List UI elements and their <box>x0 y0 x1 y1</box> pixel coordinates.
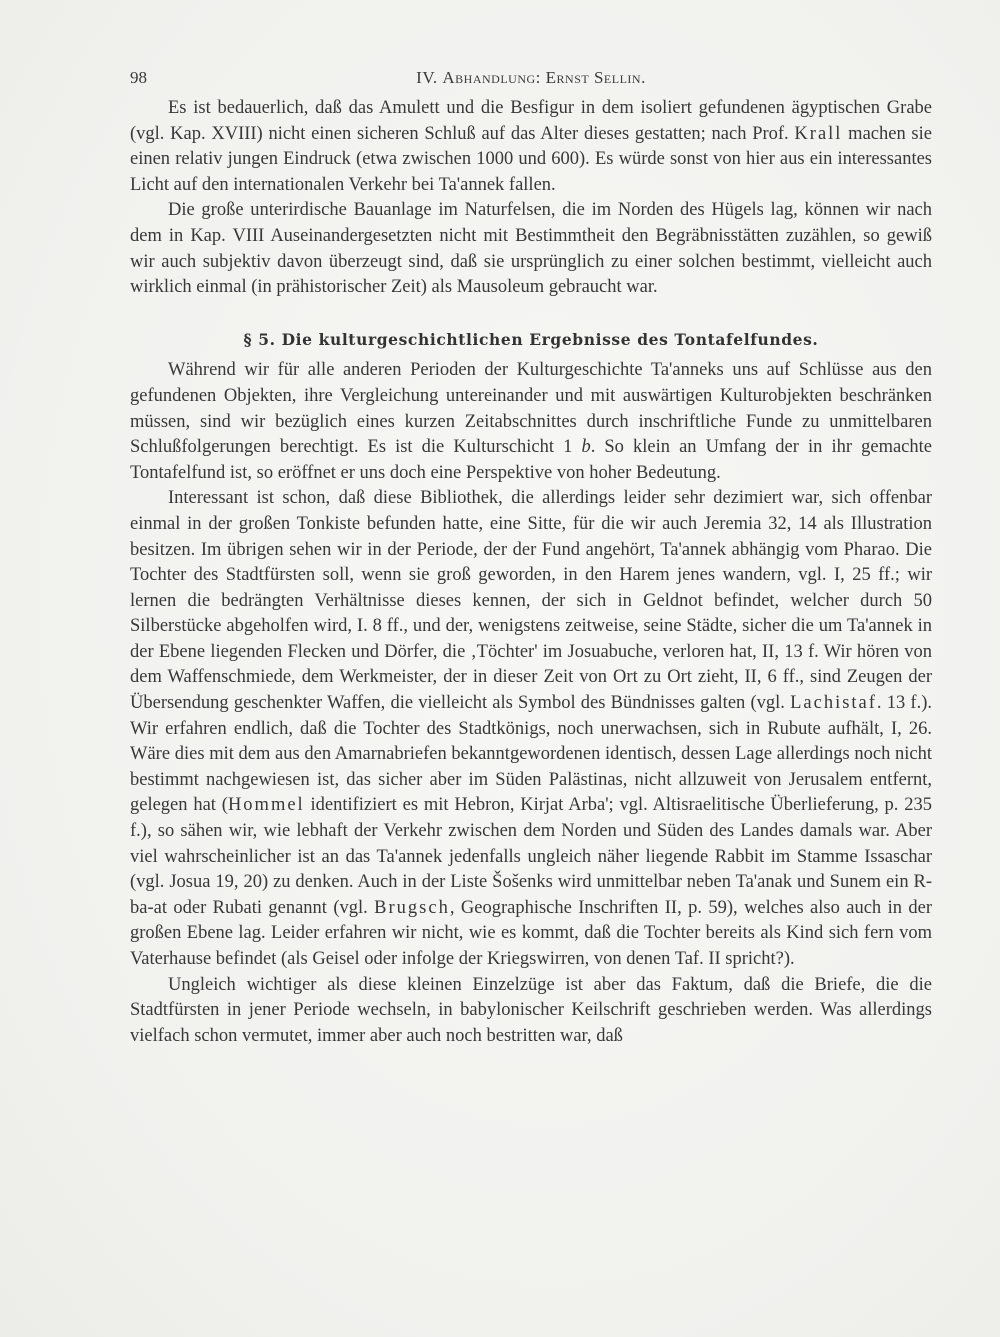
author-name-hommel: Hommel <box>227 795 305 816</box>
text-segment: Es ist bedauerlich, daß das Amulett und die Besfigur in dem isoliert gefundenen ägyptischen Grabe (vgl. Kap. XVIII) nicht einen sicheren Schluß auf das Alter dieses gestatten; nach Prof. <box>130 98 932 144</box>
paragraph-bibliothek <box>130 486 932 972</box>
running-head <box>130 68 932 92</box>
text-segment: . So klein an Umfang der in ihr gemachte Tontafelfund ist, so eröffnet er uns doch eine Perspektive von hoher Bedeutung. <box>130 437 932 483</box>
running-title: IV. Abhandlung: Ernst Sellin. <box>416 68 646 87</box>
page-number: 98 <box>130 68 147 87</box>
paragraph-bauanlage <box>130 198 932 300</box>
text-segment: . 13 f.). Wir erfahren endlich, daß die Tochter des Stadtkönigs, noch unerwachsen, sich in Rubute aufhält, I, 26. Wäre dies mit dem aus den Amarnabriefen bekanntgewordenen identisch, dessen Lage allerdings noch nicht bestimmt nachgewiesen ist, das sicher aber im Süden Palästinas, nicht allzuweit von Jerusalem entfernt, gelegen hat ( <box>130 693 932 816</box>
italic-letter: b <box>581 437 591 458</box>
text-segment: , Geographische Inschriften II, p. 59), welches also auch in der großen Ebene lag. Leider erfahren wir nicht, wie es kommt, daß die Tochter bereits als Kind sich fern vom Vaterhause befindet (als Geisel oder infolge der Kriegswirren, von denen Taf. II spricht?). <box>130 897 932 969</box>
text-segment: Während wir für alle anderen Perioden der Kulturgeschichte Ta'anneks uns auf Schlüsse aus den gefundenen Objekten, ihre Vergleichung untereinander und mit auswärtigen Kulturobjekten beschränken müssen, sind wir bezüglich eines kurzen Zeitabschnittes durch inschriftliche Funde zu unmittelbaren Schlußfolgerungen berechtigt. Es ist die Kulturschicht 1 <box>130 360 932 458</box>
section-heading: § 5. Die kulturgeschichtlichen Ergebnisse des Tontafelfundes. <box>243 329 819 349</box>
text-segment: identifiziert es mit Hebron, Kirjat Arba'; vgl. Altisraelitische Überlieferung, p. 235 f.), so sähen wir, wie lebhaft der Verkehr zwischen dem Norden und Süden des Landes damals war. Aber viel wahrscheinlicher ist an das Ta'annek jedenfalls ungleich näher liegende Rabbit im Stamme Issaschar (vgl. Josua 19, 20) zu denken. Auch in der Liste Šošenks wird unmittelbar neben Ta'anak und Sunem ein R-ba-at oder Rubati genannt (vgl. <box>130 795 933 918</box>
author-name-brugsch: Brugsch <box>374 897 450 918</box>
text-segment: Interessant ist schon, daß diese Bibliothek, die allerdings leider sehr dezimiert war, sich offenbar einmal in der großen Tonkiste befunden hatte, eine Sitte, für die wir auch Jeremia 32, 14 als Illustration besitzen. Im übrigen sehen wir in der Periode, der der Fund angehört, Ta'annek abhängig vom Pharao. Die Tochter des Stadtfürsten soll, wenn sie groß geworden, in den Harem jenes wandern, vgl. I, 25 ff.; wir lernen die bedrängten Verhältnisse dieses kennen, der sich in Geldnot befindet, welcher durch 50 Silberstücke abgeholfen wird, I. 8 ff., und der, wenigstens zeitweise, seine Städte, sicher die um Ta'annek in der Ebene liegenden Flecken und Dörfer, die ‚Töchter' im Josuabuche, verloren hat, II, 13 f. Wir hören von dem Waffenschmiede, dem Werkmeister, der in dieser Zeit von Ort zu Ort zieht, II, 6 ff., sind Zeugen der Übersendung geschenkter Waffen, die vielleicht als Symbol des Bündnisses galten (vgl. <box>130 488 932 714</box>
text-segment: machen sie einen relativ jungen Eindruck (etwa zwischen 1000 und 600). Es würde sonst von hier aus ein interessantes Licht auf den internationalen Verkehr bei Ta'annek fallen. <box>130 123 932 195</box>
text-segment: Die große unterirdische Bauanlage im Naturfelsen, die im Norden des Hügels lag, können wir nach dem in Kap. VIII Auseinandergesetzten nicht mit Bestimmtheit den Begräbnisstätten zuzählen, so gewiß wir auch subjektiv davon überzeugt sind, daß sie ursprünglich zu einer solchen bestimmt, vielleicht auch wirklich einmal (in prähistorischer Zeit) als Mausoleum gebraucht war. <box>130 200 932 298</box>
author-name-krall: Krall <box>794 123 843 144</box>
paragraph-amulett <box>130 96 932 198</box>
text-segment: Ungleich wichtiger als diese kleinen Einzelzüge ist aber das Faktum, daß die Briefe, die die Stadtfürsten in jener Periode wechseln, in babylonischer Keilschrift geschrieben werden. Was allerdings vielfach schon vermutet, immer aber auch noch bestritten war, daß <box>130 974 932 1046</box>
paragraph-keilschrift <box>130 973 932 1050</box>
paragraph-perioden <box>130 358 932 486</box>
reference-lachistaf: Lachistaf <box>790 693 877 714</box>
body-text <box>130 96 932 1049</box>
